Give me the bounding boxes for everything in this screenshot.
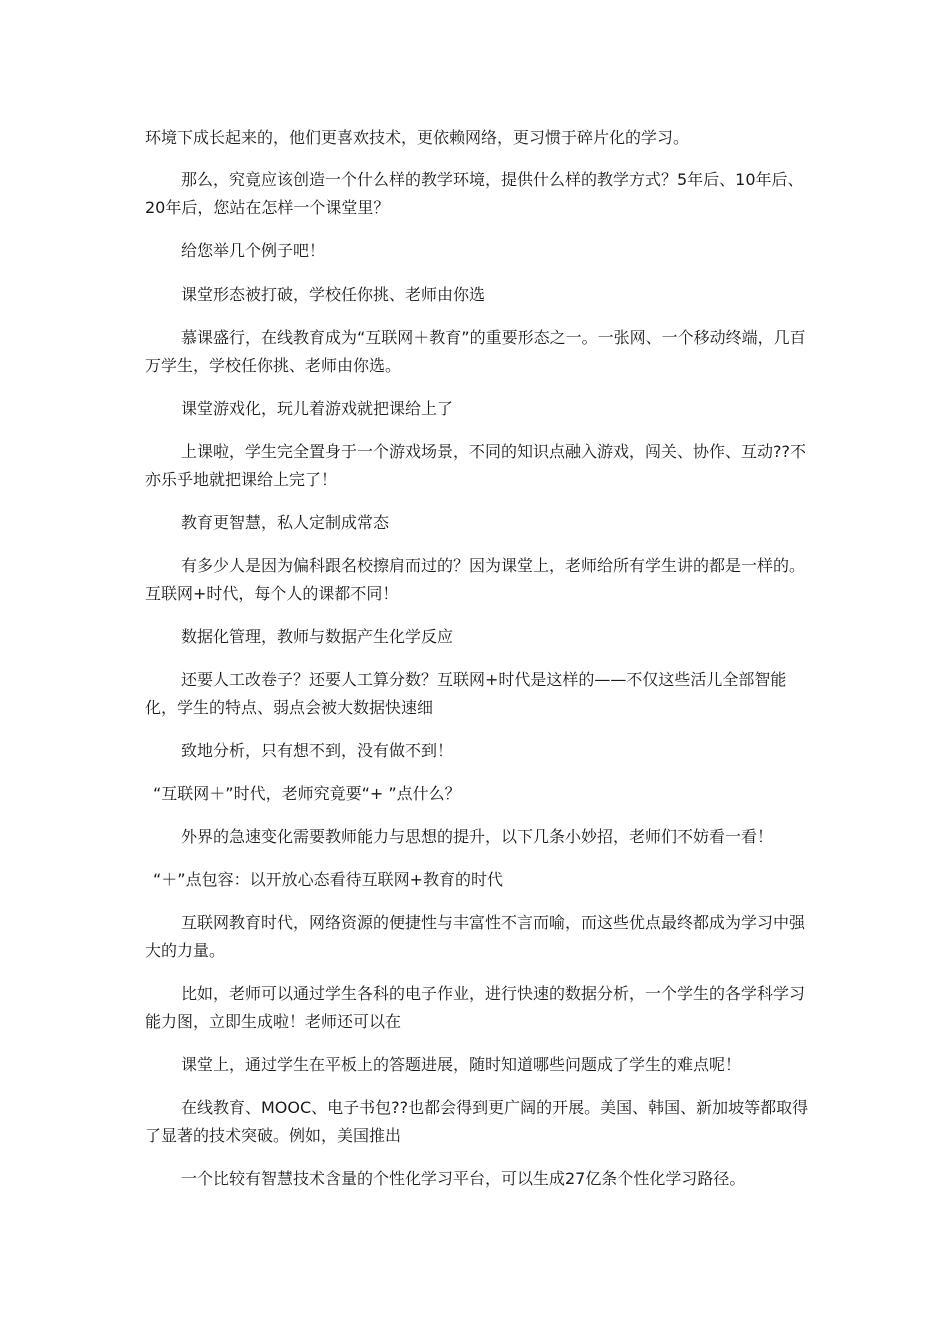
paragraph-1: 环境下成长起来的，他们更喜欢技术，更依赖网络，更习惯于碎片化的学习。 [145,128,690,147]
paragraph-resources: 互联网教育时代，网络资源的便捷性与丰富性不言而喻，而这些优点最终都成为学习中强大的力量。 [145,913,806,960]
paragraph-learning-platform: 一个比较有智慧技术含量的个性化学习平台，可以生成27亿条个性化学习路径。 [181,1169,746,1188]
heading-smart-education: 教育更智慧，私人定制成常态 [181,513,390,532]
heading-tolerance: “＋”点包容：以开放心态看待互联网+教育的时代 [153,870,503,889]
paragraph-classroom: 课堂上，通过学生在平板上的答题进展，随时知道哪些问题成了学生的难点呢！ [181,1055,742,1074]
paragraph-smart-education: 有多少人是因为偏科跟名校擦肩而过的？因为课堂上，老师给所有学生讲的都是一样的。互联网+时代，每个人的课都不同！ [145,556,806,603]
paragraph-2: 那么，究竟应该创造一个什么样的教学环境，提供什么样的教学方式？5年后、10年后、20年后，您站在怎样一个课堂里？ [145,170,804,217]
paragraph-mooc: 慕课盛行，在线教育成为“互联网＋教育”的重要形态之一。一张网、一个移动终端，几百万学生，学校任你挑、老师由你选。 [145,328,806,375]
heading-data-management: 数据化管理，教师与数据产生化学反应 [181,627,454,646]
paragraph-3: 给您举几个例子吧！ [181,241,326,260]
paragraph-gamification: 上课啦，学生完全置身于一个游戏场景，不同的知识点融入游戏，闯关、协作、互动??不亦乐乎地就把课给上完了！ [145,442,806,489]
paragraph-teacher-tips: 外界的急速变化需要教师能力与思想的提升，以下几条小妙招，老师们不妨看一看！ [181,827,774,846]
paragraph-data-management: 还要人工改卷子？还要人工算分数？互联网+时代是这样的——不仅这些活儿全部智能化，学生的特点、弱点会被大数据快速细 [145,670,787,717]
paragraph-online-education: 在线教育、MOOC、电子书包??也都会得到更广阔的开展。美国、韩国、新加坡等都取得了显著的技术突破。例如，美国推出 [145,1098,809,1145]
paragraph-example: 比如，老师可以通过学生各科的电子作业，进行快速的数据分析，一个学生的各学科学习能力图，立即生成啦！老师还可以在 [145,984,806,1031]
heading-gamification: 课堂游戏化，玩儿着游戏就把课给上了 [181,399,454,418]
heading-internet-plus: “互联网＋”时代，老师究竟要“+ ”点什么？ [153,784,461,803]
paragraph-analysis: 致地分析，只有想不到，没有做不到！ [181,741,454,760]
heading-classroom-form: 课堂形态被打破，学校任你挑、老师由你选 [181,285,486,304]
